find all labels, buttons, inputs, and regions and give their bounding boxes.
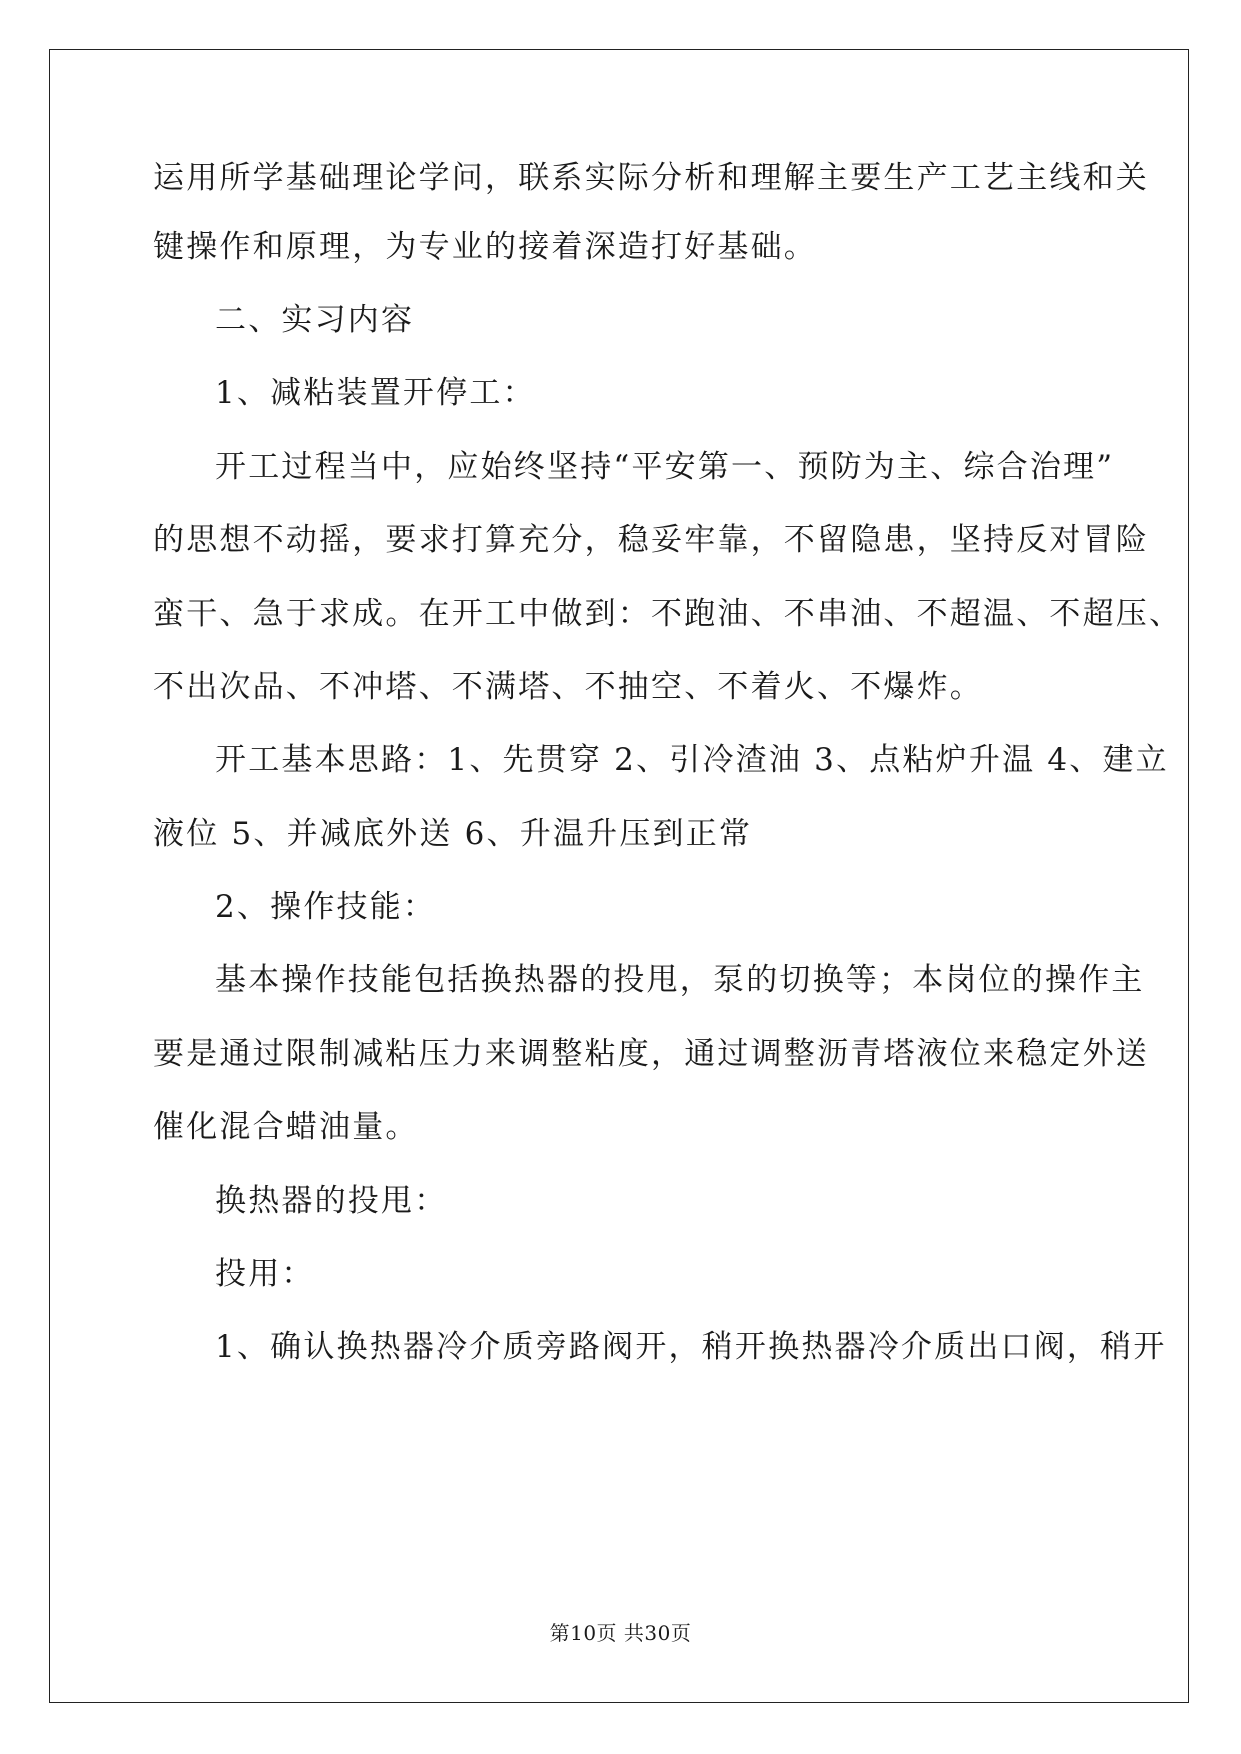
paragraph-line: 键操作和原理，为专业的接着深造打好基础。 bbox=[153, 229, 817, 265]
page-border bbox=[49, 49, 1189, 1703]
paragraph-line: 换热器的投甩： bbox=[215, 1183, 448, 1219]
paragraph-line: 开工过程当中，应始终坚持“平安第一、预防为主、综合治理” bbox=[215, 449, 1115, 485]
subsection-heading: 1、减粘装置开停工： bbox=[215, 375, 536, 411]
paragraph-line: 1、确认换热器冷介质旁路阀开，稍开换热器冷介质出口阀，稍开 bbox=[215, 1329, 1167, 1365]
section-heading: 二、实习内容 bbox=[215, 302, 415, 338]
paragraph-line: 液位 5、并减底外送 6、升温升压到正常 bbox=[153, 816, 753, 852]
paragraph-line: 蛮干、急于求成。在开工中做到：不跑油、不串油、不超温、不超压、 bbox=[153, 596, 1183, 632]
paragraph-line: 基本操作技能包括换热器的投甩，泵的切换等；本岗位的操作主 bbox=[215, 962, 1145, 998]
paragraph-line: 的思想不动摇，要求打算充分，稳妥牢靠，不留隐患，坚持反对冒险 bbox=[153, 522, 1149, 558]
paragraph-line: 催化混合蜡油量。 bbox=[153, 1109, 419, 1145]
page-number-footer: 第10页 共30页 bbox=[549, 1621, 692, 1645]
paragraph-line: 不出次品、不冲塔、不满塔、不抽空、不着火、不爆炸。 bbox=[153, 669, 983, 705]
paragraph-line: 要是通过限制减粘压力来调整粘度，通过调整沥青塔液位来稳定外送 bbox=[153, 1036, 1149, 1072]
paragraph-line: 运用所学基础理论学问，联系实际分析和理解主要生产工艺主线和关 bbox=[153, 160, 1149, 196]
paragraph-line: 开工基本思路：1、先贯穿 2、引冷渣油 3、点粘炉升温 4、建立 bbox=[215, 742, 1169, 778]
paragraph-line: 投用： bbox=[215, 1256, 315, 1292]
subsection-heading: 2、操作技能： bbox=[215, 889, 437, 925]
